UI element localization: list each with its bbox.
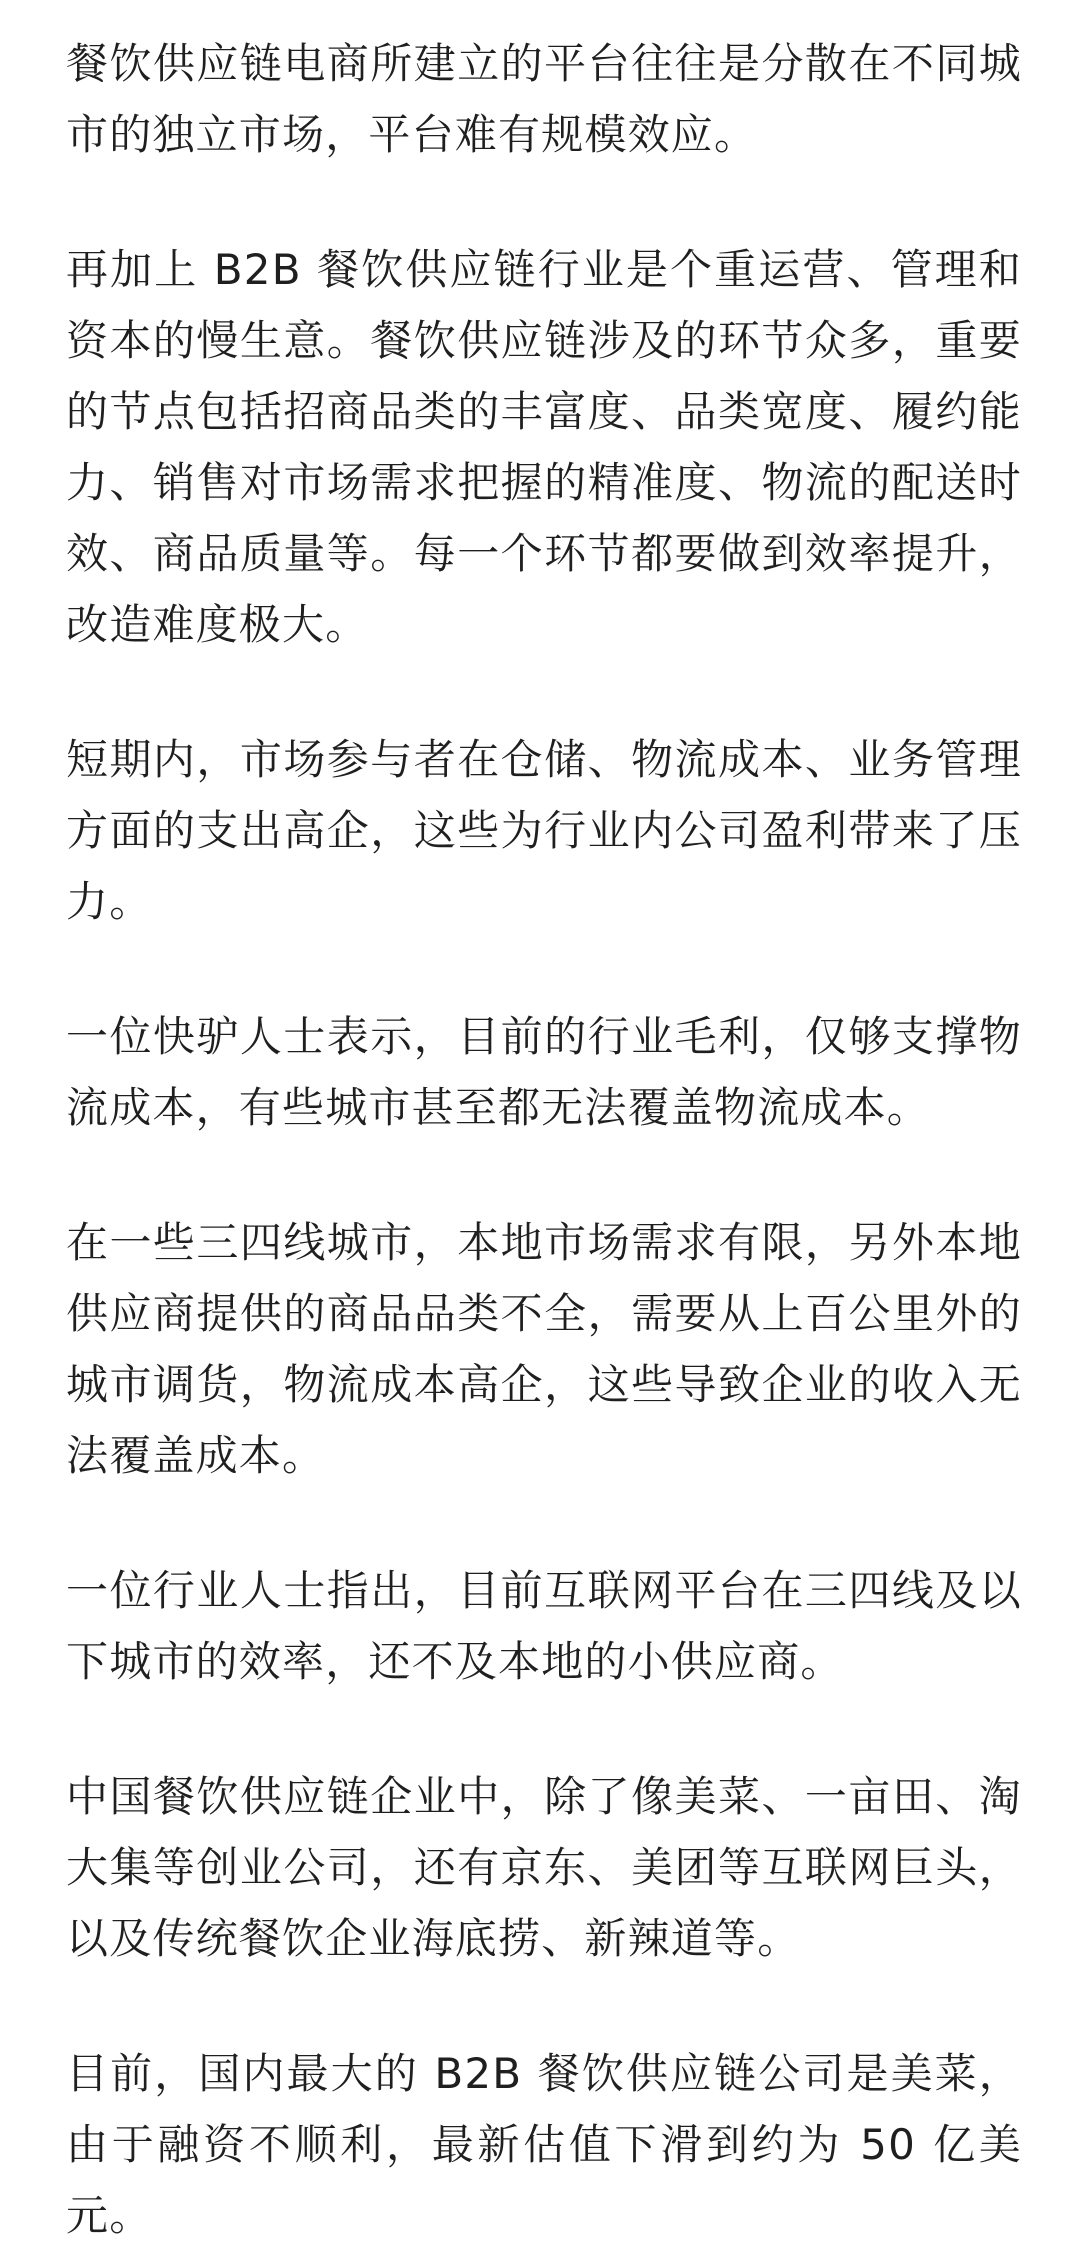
paragraph: 目前，国内最大的 B2B 餐饮供应链公司是美菜，由于融资不顺利，最新估值下滑到约为 50 亿美元。 xyxy=(66,2049,1022,2240)
paragraph: 再加上 B2B 餐饮供应链行业是个重运营、管理和资本的慢生意。餐饮供应链涉及的环节众多，重要的节点包括招商品类的丰富度、品类宽度、履约能力、销售对市场需求把握的精准度、物流的配送时效、商品质量等。每一个环节都要做到效率提升，改造难度极大。 xyxy=(66,245,1022,649)
paragraph: 短期内，市场参与者在仓储、物流成本、业务管理方面的支出高企，这些为行业内公司盈利带来了压力。 xyxy=(66,735,1022,926)
paragraph: 在一些三四线城市，本地市场需求有限，另外本地供应商提供的商品品类不全，需要从上百公里外的城市调货，物流成本高企，这些导致企业的收入无法覆盖成本。 xyxy=(66,1218,1022,1480)
paragraph: 餐饮供应链电商所建立的平台往往是分散在不同城市的独立市场，平台难有规模效应。 xyxy=(66,39,1022,159)
paragraph: 一位行业人士指出，目前互联网平台在三四线及以下城市的效率，还不及本地的小供应商。 xyxy=(66,1566,1022,1686)
paragraph: 中国餐饮供应链企业中，除了像美菜、一亩田、淘大集等创业公司，还有京东、美团等互联网巨头，以及传统餐饮企业海底捞、新辣道等。 xyxy=(66,1772,1022,1963)
paragraph: 一位快驴人士表示，目前的行业毛利，仅够支撑物流成本，有些城市甚至都无法覆盖物流成本。 xyxy=(66,1012,1022,1132)
